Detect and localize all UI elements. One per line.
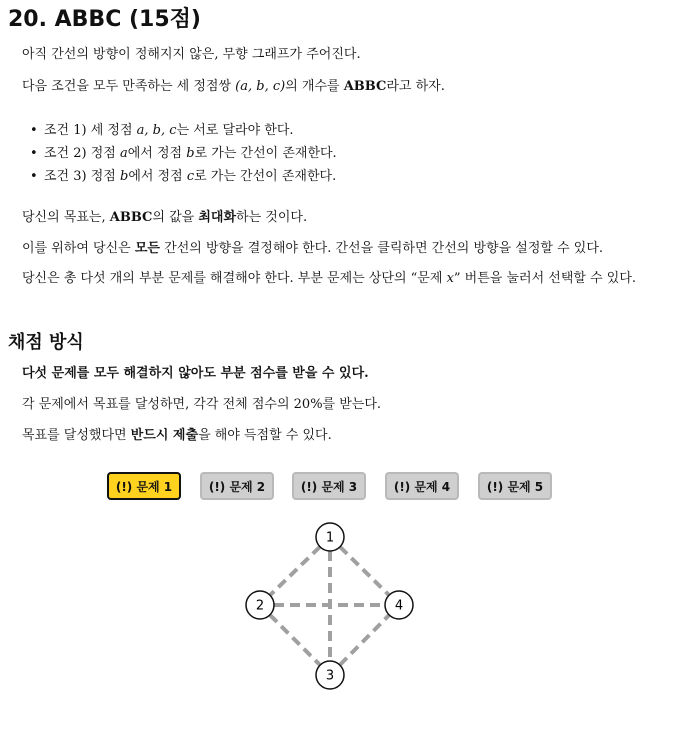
condition-text: 는 서로 달라야 한다. (176, 123, 294, 138)
all-term: 모든 (134, 241, 160, 256)
scoring-heading: 채점 방식 (8, 332, 84, 353)
math-var: a, b, c (136, 123, 177, 138)
must-submit-term: 반드시 제출 (130, 428, 199, 443)
problem-title: 20. ABBC (15점) (8, 7, 201, 32)
statement-text: 목표를 달성했다면 (22, 428, 131, 443)
math-var: a (119, 146, 128, 161)
condition-text: 에서 정점 (128, 169, 187, 184)
math-var: c (186, 169, 195, 184)
math-var: x (446, 271, 454, 286)
statement-text: 간선의 방향을 결정해야 한다. 간선을 클릭하면 간선의 방향을 설정할 수 있다. (160, 241, 604, 256)
node-label: 3 (325, 668, 335, 684)
math-tuple: (a, b, c) (235, 79, 286, 94)
condition-text: 로 가는 간선이 존재한다. (194, 146, 337, 161)
scoring-line-1: 다섯 문제를 모두 해결하지 않아도 부분 점수를 받을 수 있다. (22, 366, 369, 381)
statement-line-1: 아직 간선의 방향이 정해지지 않은, 무향 그래프가 주어진다. (22, 47, 361, 62)
statement-text: 당신의 목표는, (22, 210, 110, 225)
graph-node-1 (316, 523, 344, 551)
condition-text: 조건 3) 정점 (44, 169, 120, 184)
statement-text: ” 버튼을 눌러서 선택할 수 있다. (453, 271, 637, 286)
statement-text: 의 값을 (152, 210, 199, 225)
statement-text: 다음 조건을 모두 만족하는 세 정점쌍 (22, 79, 236, 94)
math-var: b (119, 169, 129, 184)
tab-problem-5[interactable]: (!) 문제 5 (478, 472, 552, 500)
tab-problem-3[interactable]: (!) 문제 3 (292, 472, 366, 500)
node-label: 2 (255, 598, 265, 614)
abbc-term: ABBC (109, 210, 153, 225)
statement-text: 을 해야 득점할 수 있다. (198, 428, 332, 443)
node-label: 1 (325, 530, 335, 546)
statement-text: 하는 것이다. (236, 210, 308, 225)
statement-text: 의 개수를 (285, 79, 344, 94)
graph-node-3 (316, 661, 344, 689)
node-label: 4 (394, 598, 404, 614)
maximize-term: 최대화 (198, 210, 237, 225)
graph-node-2 (246, 591, 274, 619)
graph-node-4 (385, 591, 413, 619)
edge-layer (270, 547, 389, 665)
condition-text: 조건 1) 세 정점 (44, 123, 137, 138)
tab-problem-1[interactable]: (!) 문제 1 (107, 472, 181, 500)
edge-3-4[interactable] (340, 615, 389, 665)
tab-problem-4[interactable]: (!) 문제 4 (385, 472, 459, 500)
edge-1-2[interactable] (270, 547, 320, 595)
statement-text: 이를 위하여 당신은 (22, 241, 135, 256)
edge-2-3[interactable] (270, 615, 320, 665)
condition-text: 에서 정점 (127, 146, 187, 161)
math-var: b (186, 146, 195, 161)
tab-problem-2[interactable]: (!) 문제 2 (200, 472, 274, 500)
condition-text: 로 가는 간선이 존재한다. (194, 169, 337, 184)
statement-text: 라고 하자. (386, 79, 445, 94)
condition-text: 조건 2) 정점 (44, 146, 120, 161)
edge-1-4[interactable] (340, 547, 389, 595)
abbc-term: ABBC (343, 79, 387, 94)
scoring-line-2: 각 문제에서 목표를 달성하면, 각각 전체 점수의 20%를 받는다. (22, 397, 382, 412)
statement-text: 당신은 총 다섯 개의 부분 문제를 해결해야 한다. 부분 문제는 상단의 “문제 (22, 271, 447, 286)
